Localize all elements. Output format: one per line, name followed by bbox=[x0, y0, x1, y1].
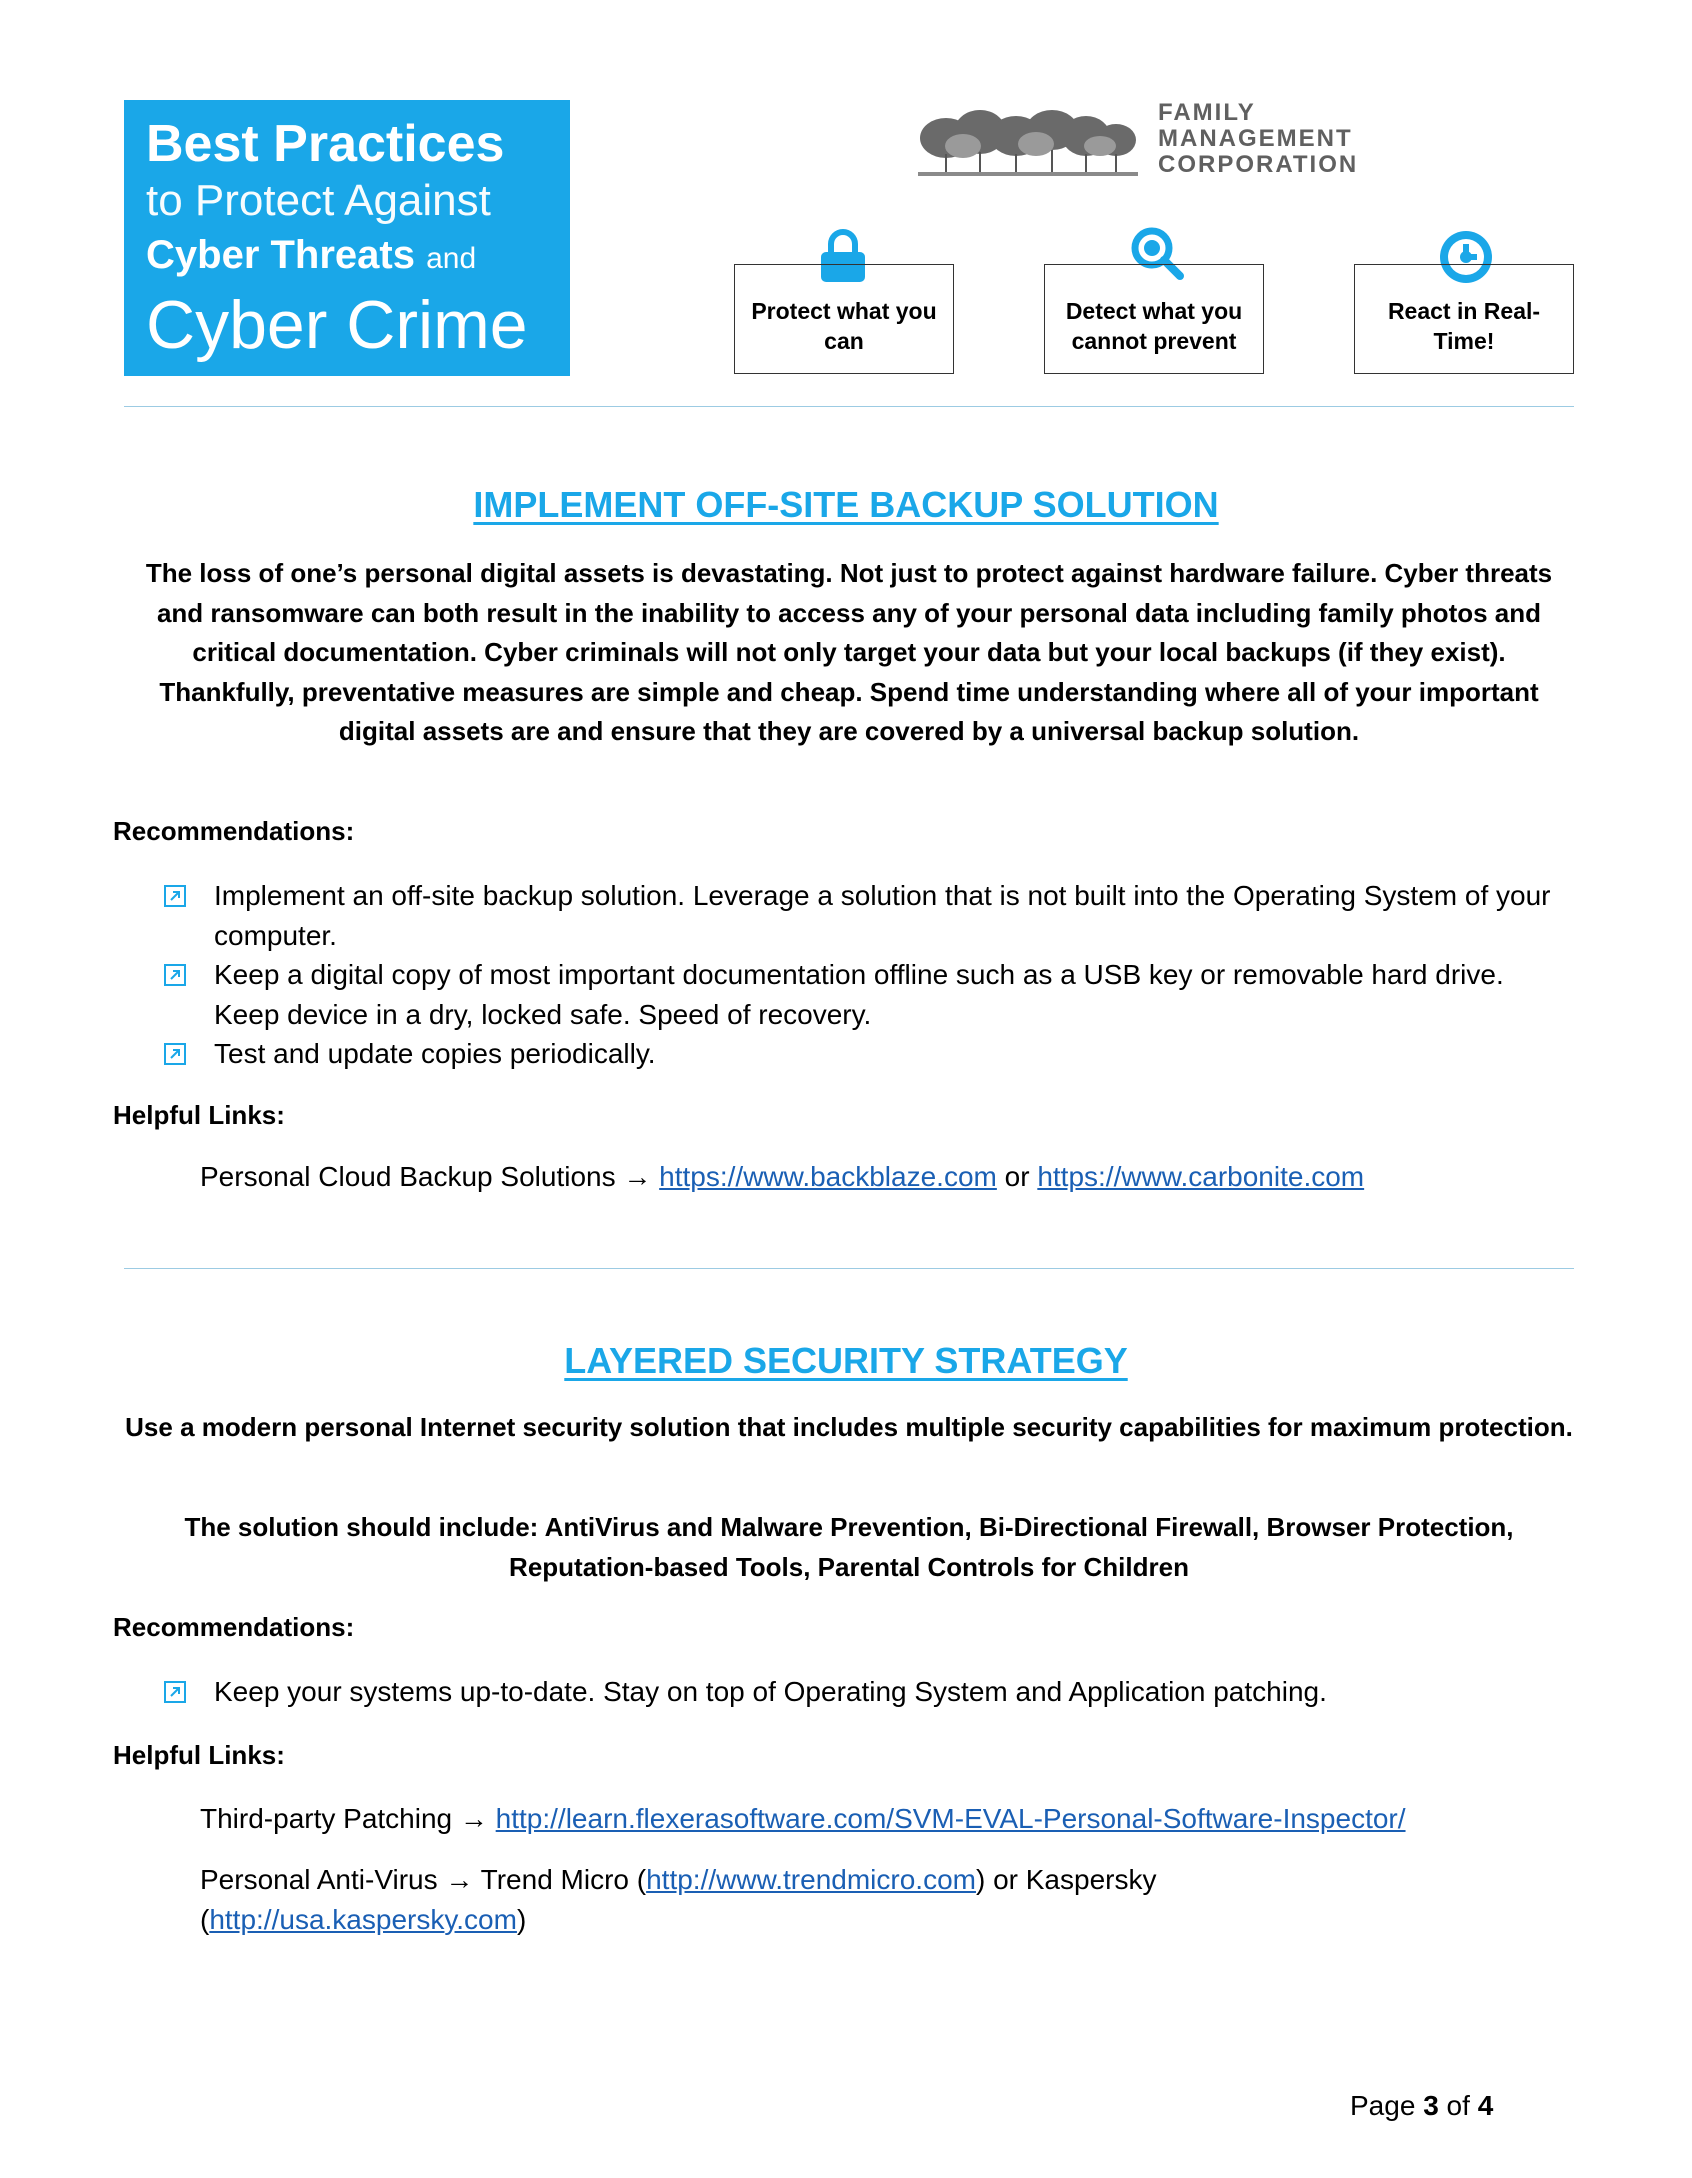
page-total: 4 bbox=[1477, 2090, 1494, 2121]
list-item bbox=[160, 1672, 1560, 1712]
patching-link-line bbox=[200, 1799, 1406, 1839]
recommendation-text: Keep a digital copy of most important documentation offline such as a USB key or removable hard drive. Keep device in a dry, locked safe. Speed of recovery. bbox=[214, 959, 1504, 1030]
antivirus-link-line bbox=[200, 1860, 1480, 1939]
recommendation-text: Implement an off-site backup solution. Leverage a solution that is not built into the Operating System of your computer. bbox=[214, 880, 1551, 951]
pillar-react bbox=[1354, 264, 1574, 374]
banner-line-3-main: Cyber Threats bbox=[146, 233, 415, 277]
banner-line-3-and: and bbox=[426, 242, 477, 275]
recommendations-list bbox=[160, 1672, 1560, 1712]
antivirus-suffix: ) bbox=[516, 1903, 527, 1935]
antivirus-prefix: Personal Anti-Virus → Trend Micro ( bbox=[200, 1864, 647, 1895]
carbonite-link[interactable]: https://www.carbonite.com bbox=[1037, 1161, 1365, 1192]
pillar-detect bbox=[1044, 264, 1264, 374]
page-number bbox=[1350, 2090, 1493, 2122]
section-heading: LAYERED SECURITY STRATEGY bbox=[564, 1340, 1128, 1381]
logo-line-3: CORPORATION bbox=[1158, 151, 1359, 178]
recommendation-text: Keep your systems up-to-date. Stay on top of Operating System and Application patching. bbox=[214, 1676, 1327, 1707]
section-lead-2: The solution should include: AntiVirus and Malware Prevention, Bi-Directional Firewall, Browser Protection, Reputation-based Tools, Parental Controls for Children bbox=[184, 1512, 1514, 1582]
helpful-links-label: Helpful Links: bbox=[113, 1100, 285, 1130]
recommendations-label: Recommendations: bbox=[113, 816, 355, 846]
arrow-box-icon bbox=[164, 964, 186, 986]
arrow-box-icon bbox=[164, 1681, 186, 1703]
title-banner bbox=[124, 100, 570, 376]
list-item bbox=[160, 1034, 1560, 1074]
kaspersky-link[interactable]: http://usa.kaspersky.com bbox=[209, 1903, 517, 1935]
pillar-detect-label: Detect what you cannot prevent bbox=[1065, 298, 1243, 354]
list-item bbox=[160, 876, 1560, 955]
section-heading: IMPLEMENT OFF-SITE BACKUP SOLUTION bbox=[473, 484, 1219, 525]
patching-prefix: Third-party Patching → bbox=[200, 1803, 496, 1834]
banner-line-3 bbox=[146, 228, 570, 286]
helpful-links-label: Helpful Links: bbox=[113, 1740, 285, 1770]
backup-links-prefix: Personal Cloud Backup Solutions → bbox=[200, 1161, 660, 1192]
antivirus-middle: ) or Kaspersky ( bbox=[200, 1864, 1157, 1935]
arrow-box-icon bbox=[164, 885, 186, 907]
page-current: 3 bbox=[1423, 2090, 1439, 2121]
pillar-react-label: React in Real-Time! bbox=[1387, 298, 1541, 354]
backup-links-middle: or bbox=[996, 1161, 1038, 1192]
logo-line-1: FAMILY bbox=[1158, 99, 1256, 126]
banner-line-2: to Protect Against bbox=[146, 176, 491, 225]
trendmicro-link[interactable]: http://www.trendmicro.com bbox=[646, 1864, 976, 1895]
backblaze-link[interactable]: https://www.backblaze.com bbox=[659, 1161, 997, 1192]
list-item bbox=[160, 955, 1560, 1034]
logo-line-2: MANAGEMENT bbox=[1158, 125, 1353, 152]
section-lead: Use a modern personal Internet security solution that includes multiple security capabilities for maximum protection. bbox=[125, 1412, 1573, 1442]
backup-links-line bbox=[200, 1157, 1364, 1197]
section-lead: The loss of one’s personal digital assets is devastating. Not just to protect against hardware failure. Cyber threats and ransomware can both result in the inability to access any of your personal data including family photos and critical documentation. Cyber criminals will not only target your data but your local backups (if they exist). Thankfully, preventative measures are simple and cheap. Spend time understanding where all of your important digital assets are and ensure that they are covered by a universal backup solution. bbox=[145, 558, 1553, 746]
divider bbox=[124, 1268, 1574, 1269]
page-word: Page bbox=[1350, 2090, 1416, 2121]
banner-line-1: Best Practices bbox=[146, 115, 505, 173]
recommendation-text: Test and update copies periodically. bbox=[214, 1038, 656, 1069]
banner-line-4: Cyber Crime bbox=[146, 287, 528, 363]
pillar-protect bbox=[734, 264, 954, 374]
flexera-link[interactable]: http://learn.flexerasoftware.com/SVM-EVAL-Personal-Software-Inspector/ bbox=[495, 1803, 1406, 1834]
page-of-word: of bbox=[1446, 2090, 1470, 2121]
recommendations-label: Recommendations: bbox=[113, 1612, 355, 1642]
company-logo-text bbox=[1158, 100, 1358, 178]
trees-logo-icon bbox=[918, 106, 1138, 182]
pillar-protect-label: Protect what you can bbox=[751, 298, 937, 354]
divider bbox=[124, 406, 1574, 407]
recommendations-list bbox=[160, 876, 1560, 1074]
arrow-box-icon bbox=[164, 1043, 186, 1065]
